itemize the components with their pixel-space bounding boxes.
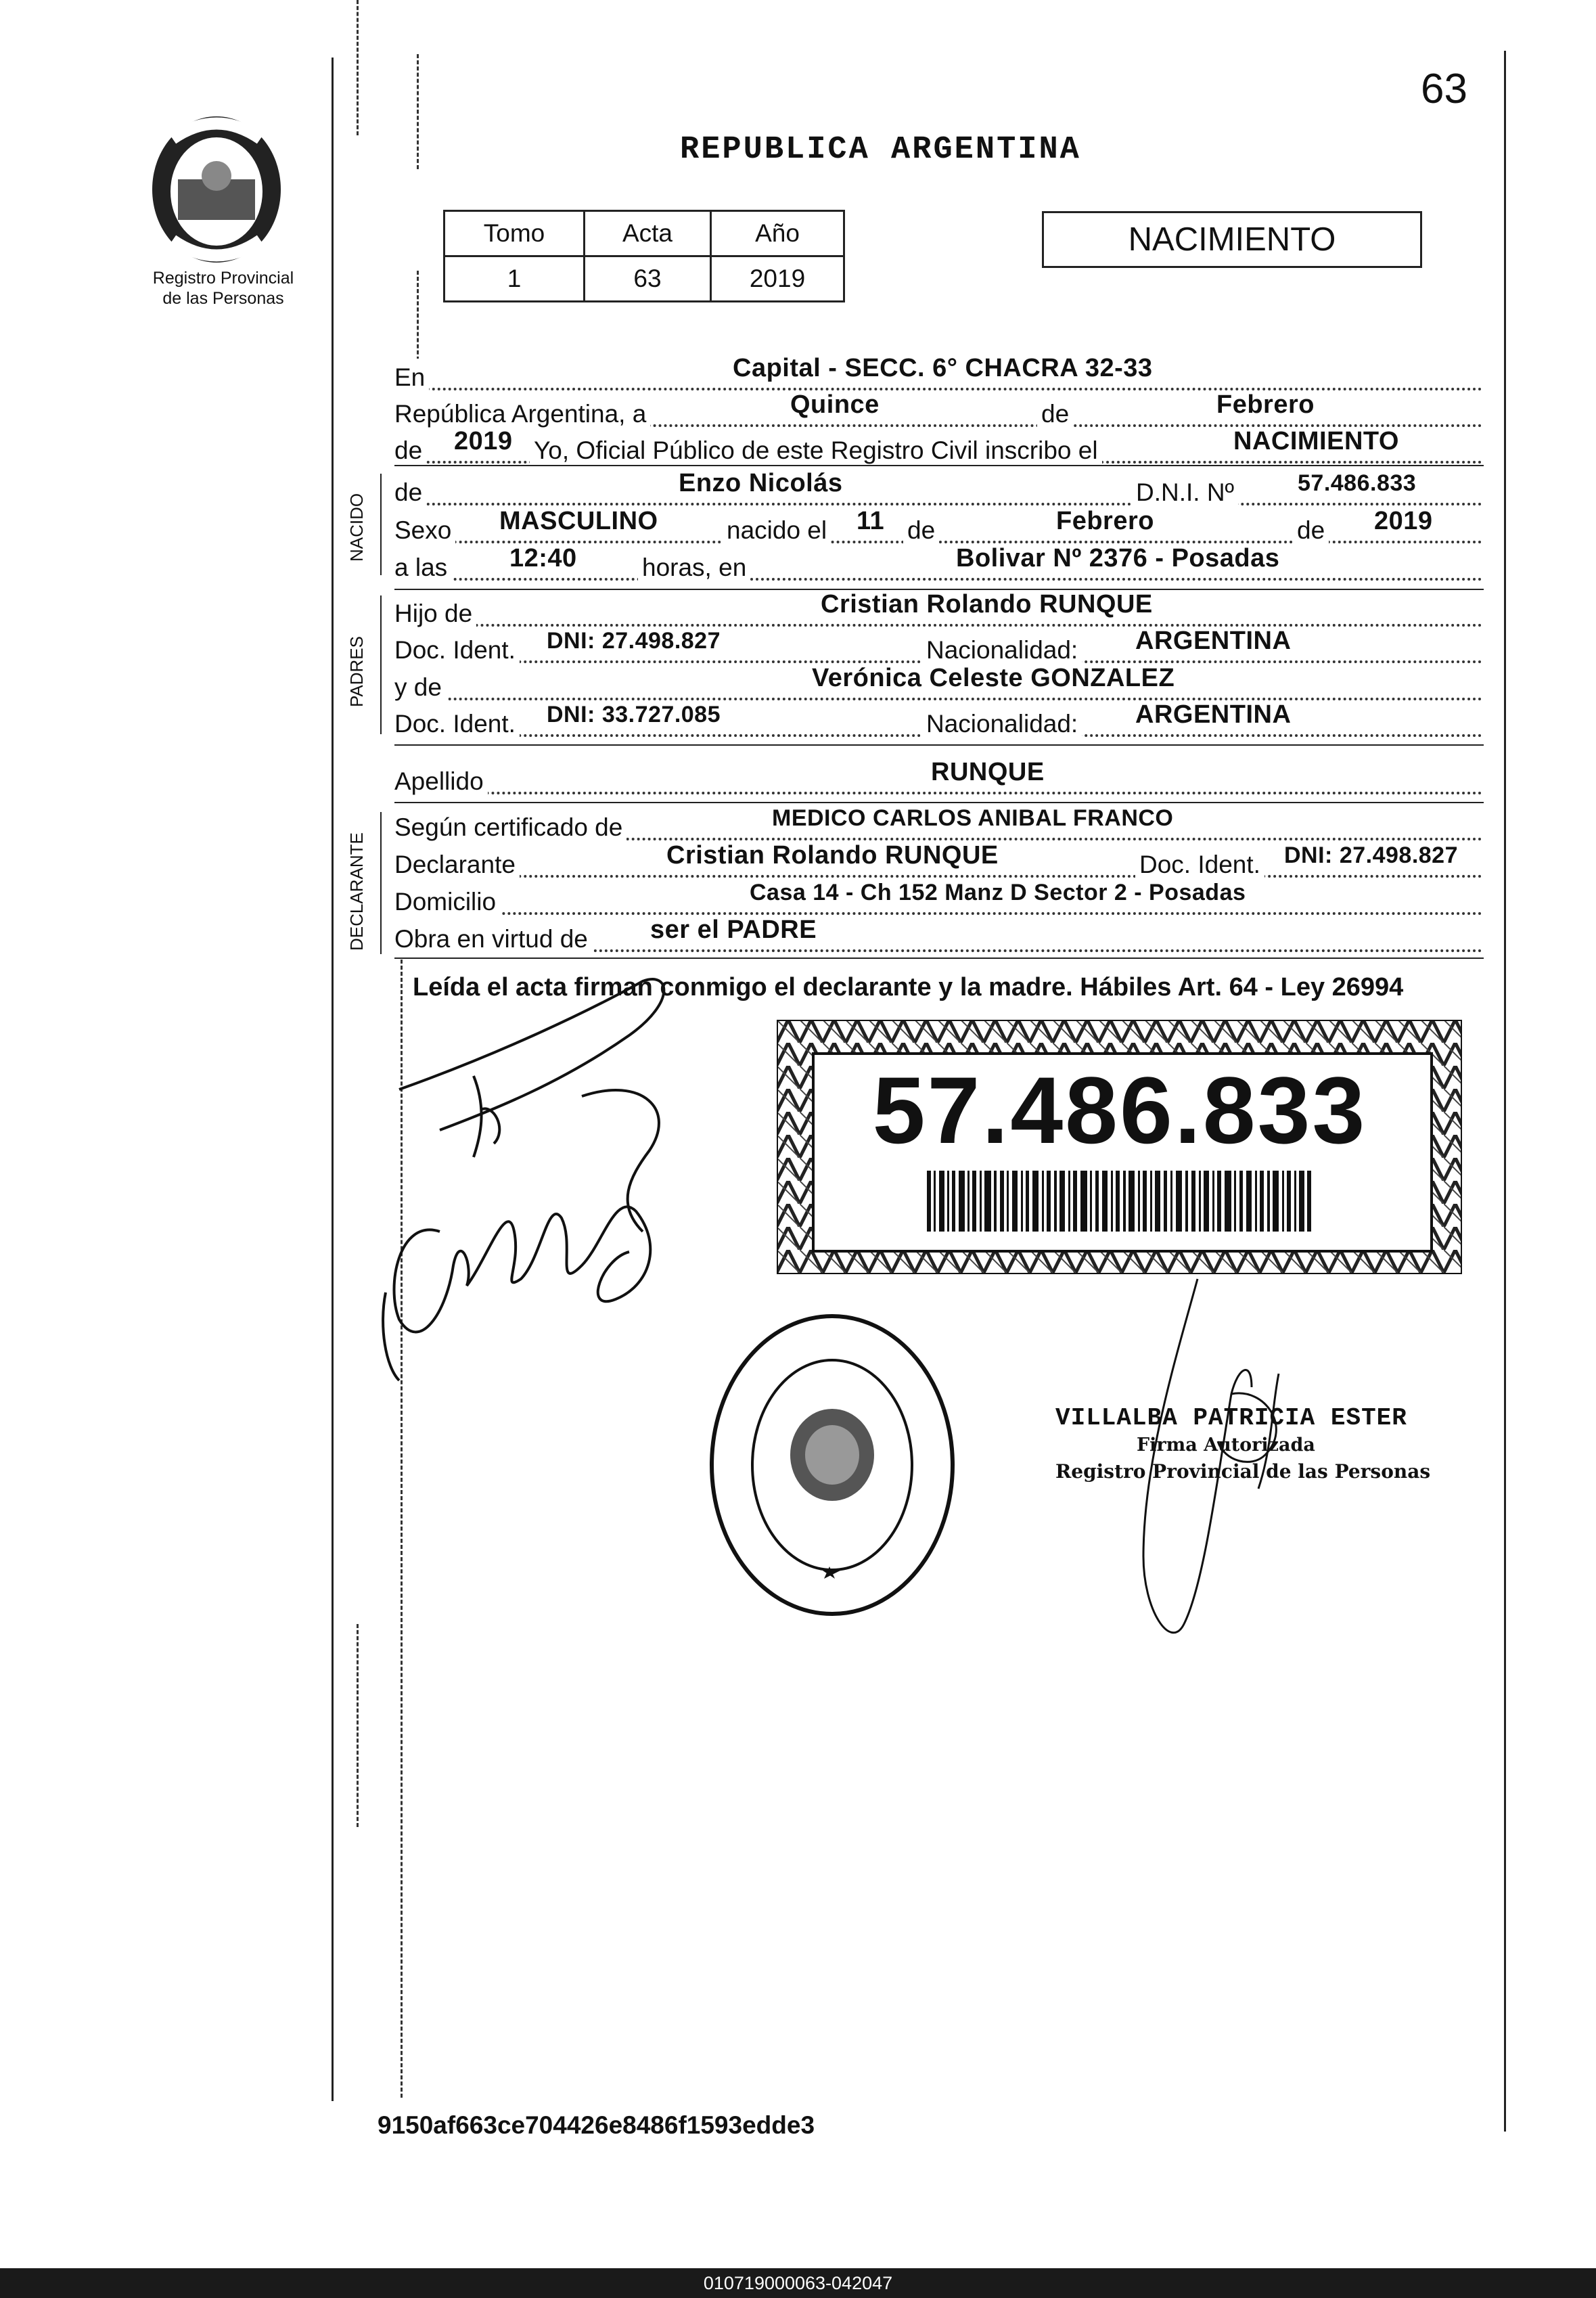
closing-text: Leída el acta firman conmigo el declarante y la madre. Hábiles Art. 64 - Ley 26994	[413, 973, 1404, 1001]
domicilio-value: Casa 14 - Ch 152 Manz D Sector 2 - Posadas	[750, 880, 1246, 905]
inner-margin-dashes	[417, 54, 419, 169]
child-sex: MASCULINO	[499, 507, 658, 535]
apellido-label: Apellido	[394, 763, 488, 801]
apellido-value: RUNQUE	[931, 758, 1045, 786]
nacido-el-label: nacido el	[723, 512, 831, 549]
document-type-box: NACIMIENTO	[1042, 211, 1422, 268]
padres-section-label: PADRES	[346, 636, 367, 707]
declarante-bracket	[380, 812, 382, 954]
declarante-doc-label: Doc. Ident.	[1135, 846, 1264, 884]
father-doc-label: Doc. Ident.	[394, 631, 520, 669]
record-table-header-row	[444, 211, 844, 256]
tomo-header: Tomo	[444, 211, 585, 256]
father-name: Cristian Rolando RUNQUE	[821, 590, 1153, 618]
declarante-doc: DNI: 27.498.827	[1284, 842, 1458, 868]
birth-place: Bolivar Nº 2376 - Posadas	[956, 544, 1280, 572]
place-label: En	[394, 359, 429, 397]
anio-value: 2019	[711, 256, 844, 302]
mother-name: Verónica Celeste GONZALEZ	[812, 664, 1175, 692]
dni-stamp-number: 57.486.833	[872, 1057, 1367, 1163]
mother-doc-row	[394, 700, 1482, 743]
date-month: Febrero	[1216, 390, 1315, 419]
nacido-bracket	[380, 474, 382, 575]
signer-name: VILLALBA PATRICIA ESTER	[1055, 1404, 1407, 1432]
hijo-de-label: Hijo de	[394, 595, 476, 633]
anio-header: Año	[711, 211, 844, 256]
mother-nationality: ARGENTINA	[1135, 700, 1292, 729]
birth-day: 11	[857, 507, 885, 535]
apellido-row	[394, 758, 1482, 801]
apellido-top-rule	[394, 744, 1484, 746]
date-day: Quince	[790, 390, 880, 419]
domicilio-row	[394, 880, 1482, 921]
padres-bracket	[380, 595, 382, 734]
date-de-label: de	[1037, 395, 1073, 433]
place-value: Capital - SECC. 6° CHACRA 32-33	[733, 354, 1153, 382]
document-hash: 9150af663ce704426e8486f1593edde3	[378, 2111, 815, 2139]
child-dni-label: D.N.I. Nº	[1132, 474, 1238, 512]
registry-delegation-seal-icon	[704, 1309, 961, 1621]
page-title: REPUBLICA ARGENTINA	[680, 132, 1081, 168]
logo-caption	[122, 268, 325, 309]
father-doc: DNI: 27.498.827	[547, 628, 721, 654]
nacido-time-row	[394, 544, 1482, 587]
acta-header: Acta	[585, 211, 711, 256]
logo-caption-line2: de las Personas	[162, 289, 284, 308]
mother-nationality-label: Nacionalidad:	[922, 705, 1082, 743]
mother-doc: DNI: 33.727.085	[547, 702, 721, 727]
declarante-label: Declarante	[394, 846, 520, 884]
acta-value: 63	[585, 256, 711, 302]
mother-doc-label: Doc. Ident.	[394, 705, 520, 743]
declarante-section-label: DECLARANTE	[346, 832, 367, 951]
certificate-value: MEDICO CARLOS ANIBAL FRANCO	[772, 805, 1174, 831]
country-label: República Argentina, a	[394, 395, 650, 433]
birth-month: Febrero	[1056, 507, 1154, 535]
obra-value: ser el PADRE	[650, 916, 817, 944]
logo-caption-line1: Registro Provincial	[152, 269, 294, 288]
birth-de-label: de	[903, 512, 939, 549]
misiones-province-seal-icon	[145, 112, 288, 267]
a-las-label: a las	[394, 549, 451, 587]
father-nationality-label: Nacionalidad:	[922, 631, 1082, 669]
page-number: 63	[1421, 66, 1467, 112]
nacido-section-label: NACIDO	[346, 493, 367, 562]
declarante-name: Cristian Rolando RUNQUE	[666, 841, 999, 870]
birth-year: 2019	[1374, 507, 1433, 535]
domicilio-label: Domicilio	[394, 883, 500, 921]
footer-code: 010719000063-042047	[0, 2268, 1596, 2298]
birth-de-label-2: de	[1293, 512, 1329, 549]
signer-office: Registro Provincial de las Personas	[1055, 1460, 1431, 1483]
record-table	[443, 210, 845, 302]
record-table-value-row	[444, 256, 844, 302]
birth-time: 12:40	[509, 544, 577, 572]
obra-label: Obra en virtud de	[394, 920, 592, 958]
year-de-label: de	[394, 432, 426, 470]
declarante-bottom-rule	[394, 958, 1484, 959]
child-name: Enzo Nicolás	[679, 469, 843, 497]
outer-left-dashes	[357, 0, 359, 135]
barcode-icon	[927, 1171, 1313, 1232]
nacido-de-label: de	[394, 474, 426, 512]
registration-event: NACIMIENTO	[1233, 427, 1399, 455]
tomo-value: 1	[444, 256, 585, 302]
child-dni: 57.486.833	[1298, 470, 1417, 496]
horas-label: horas, en	[638, 549, 750, 587]
right-margin-line	[1504, 51, 1506, 2132]
father-nationality: ARGENTINA	[1135, 627, 1292, 655]
left-margin-line	[332, 58, 334, 2101]
date-year: 2019	[454, 427, 513, 455]
place-row	[394, 354, 1482, 397]
obra-row	[394, 916, 1482, 958]
registration-statement: Yo, Oficial Público de este Registro Civil inscribo el	[530, 432, 1102, 470]
y-de-label: y de	[394, 669, 446, 706]
sexo-label: Sexo	[394, 512, 455, 549]
signer-role: Firma Autorizada	[1137, 1435, 1315, 1456]
segun-label: Según certificado de	[394, 809, 626, 847]
outer-left-dashes-2	[357, 1624, 359, 1827]
